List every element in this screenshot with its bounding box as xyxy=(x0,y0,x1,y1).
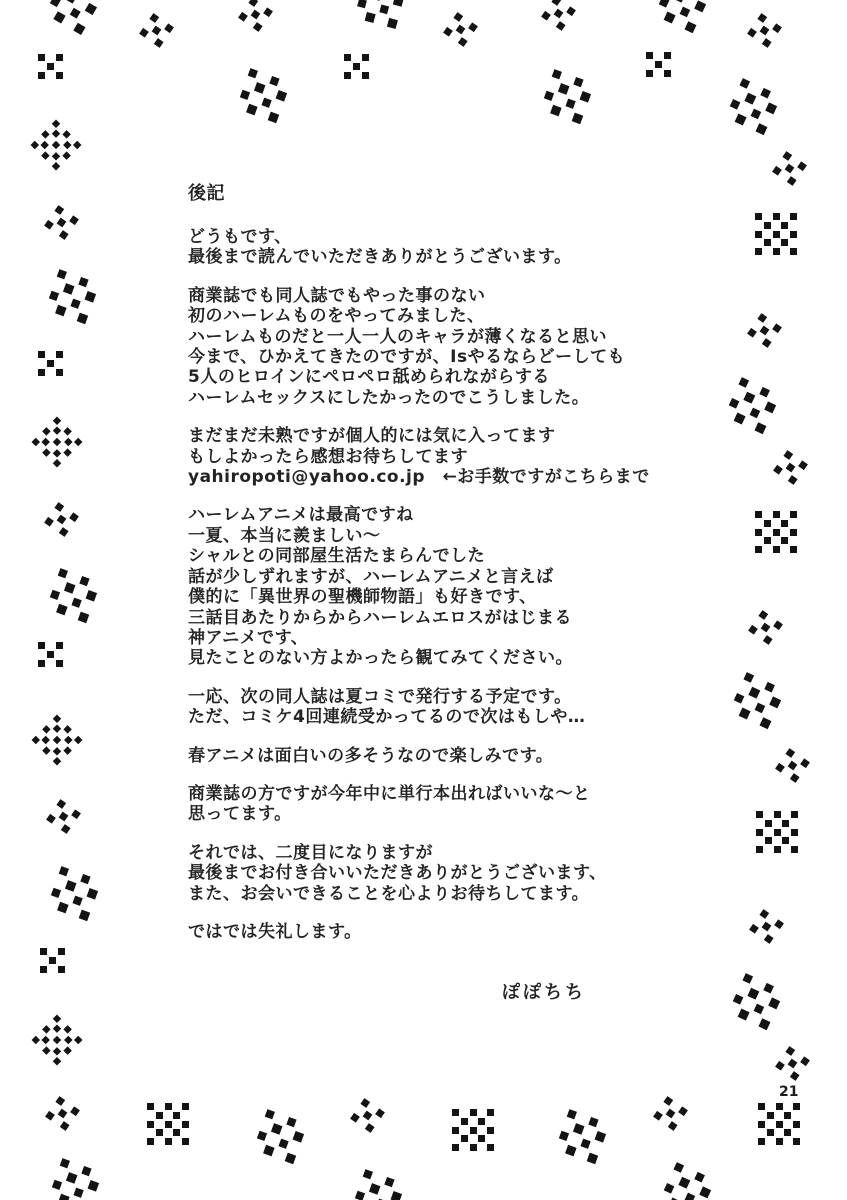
checker-pattern xyxy=(37,641,64,668)
checker-pattern xyxy=(745,311,783,349)
text-line: yahiropoti@yahoo.co.jp ←お手数ですがこちらまで xyxy=(188,467,650,488)
text-line: 思ってます。 xyxy=(188,804,292,825)
checker-pattern xyxy=(46,1156,105,1200)
page-title: 後記 xyxy=(188,183,225,204)
text-line: 5人のヒロインにペロペロ舐められながらする xyxy=(188,367,550,388)
checker-pattern xyxy=(146,1102,190,1146)
text-line: また、お会いできることを心よりお待ちしてます。 xyxy=(188,883,590,904)
text-line: 春アニメは面白いの多そうなので楽しみです。 xyxy=(188,745,554,766)
checker-pattern xyxy=(30,713,84,767)
checker-pattern xyxy=(349,1167,408,1200)
checker-pattern xyxy=(754,212,798,256)
checker-pattern xyxy=(773,746,811,784)
checker-pattern xyxy=(42,0,105,36)
checker-pattern xyxy=(343,53,370,80)
checker-pattern xyxy=(745,11,783,49)
checker-pattern xyxy=(538,67,597,126)
text-line: 商業誌の方ですが今年中に単行本出ればいいな～と xyxy=(188,783,591,804)
afterword-text-column xyxy=(188,183,728,1004)
checker-pattern xyxy=(37,53,64,80)
text-block xyxy=(188,286,728,408)
checker-pattern xyxy=(352,0,408,30)
checker-pattern xyxy=(721,374,782,435)
checker-pattern xyxy=(234,66,293,125)
checker-pattern xyxy=(771,448,809,486)
checker-pattern xyxy=(747,907,785,945)
text-line: 神アニメです、 xyxy=(188,627,309,648)
checker-pattern xyxy=(39,947,66,974)
checker-pattern xyxy=(37,350,64,377)
text-line: どうもです、 xyxy=(188,227,292,247)
checker-pattern xyxy=(773,1044,811,1082)
text-block xyxy=(188,505,728,668)
checker-pattern xyxy=(651,0,712,35)
checker-pattern xyxy=(656,1159,717,1200)
checker-pattern xyxy=(42,500,80,538)
checker-pattern xyxy=(251,1107,310,1166)
checker-pattern xyxy=(770,149,808,187)
checker-pattern xyxy=(726,669,787,730)
text-line: 三話目あたりからからハーレムエロスがはじまる xyxy=(188,607,572,628)
text-block xyxy=(188,687,728,728)
checker-pattern xyxy=(451,1108,495,1152)
text-block xyxy=(188,922,728,942)
checker-pattern xyxy=(29,118,83,172)
text-block xyxy=(188,784,728,825)
checker-pattern xyxy=(722,75,783,136)
checker-pattern xyxy=(236,0,274,33)
checker-pattern xyxy=(754,510,798,554)
text-line: 最後までお付き合いいただきありがとうございます、 xyxy=(188,863,607,884)
text-line: まだまだ未熟ですが個人的には気に入ってます xyxy=(188,426,556,447)
checker-pattern xyxy=(539,0,577,32)
afterword-body xyxy=(188,227,728,942)
checker-pattern xyxy=(30,1013,84,1067)
text-line: シャルとの同部屋生活たまらんでした xyxy=(188,546,486,567)
text-line: 僕的に「異世界の聖機師物語」も好きです、 xyxy=(188,587,537,608)
checker-pattern xyxy=(553,1107,612,1166)
page-number: 21 xyxy=(779,1084,799,1100)
text-line: 初のハーレムものをやってみました、 xyxy=(188,306,485,327)
text-line: 商業誌でも同人誌でもやった事のない xyxy=(188,285,486,306)
text-block xyxy=(188,227,728,268)
text-line: 話が少しずれますが、ハーレムアニメと言えば xyxy=(188,566,554,587)
checker-pattern xyxy=(757,1102,801,1146)
checker-pattern xyxy=(137,11,175,49)
text-line: 一夏、本当に羨ましい～ xyxy=(188,525,381,546)
text-block xyxy=(188,843,728,904)
checker-pattern xyxy=(441,10,479,48)
checker-pattern xyxy=(746,608,784,646)
checker-pattern xyxy=(43,1094,81,1132)
text-line: 一応、次の同人誌は夏コミで発行する予定です。 xyxy=(188,686,572,707)
checker-pattern xyxy=(348,1096,386,1134)
checker-pattern xyxy=(43,267,102,326)
text-line: 最後まで読んでいただきありがとうございます。 xyxy=(188,247,572,268)
checker-pattern xyxy=(44,566,103,625)
text-block xyxy=(188,746,728,766)
checker-pattern xyxy=(45,864,104,923)
text-line: ハーレムセックスにしたかったのでこうしました。 xyxy=(188,387,590,408)
checker-pattern xyxy=(651,1094,689,1132)
checker-pattern xyxy=(42,203,80,241)
text-line: 今まで、ひかえてきたのですが、Isやるならどーしても xyxy=(188,347,626,368)
text-line: ハーレムアニメは最高ですね xyxy=(188,505,414,526)
checker-pattern xyxy=(755,810,799,854)
checker-pattern xyxy=(645,51,672,78)
text-line: ではでは失礼します。 xyxy=(188,921,362,942)
checker-pattern xyxy=(725,970,786,1031)
text-line: ハーレムものだと一人一人のキャラが薄くなると思い xyxy=(188,326,607,347)
text-line: 見たことのない方よかったら観てみてください。 xyxy=(188,648,573,669)
text-line: もしよかったら感想お待ちしてます xyxy=(188,446,468,467)
author-signature: ぽぽちち xyxy=(502,982,586,1004)
text-line: それでは、二度目になりますが xyxy=(188,842,433,863)
text-line: ただ、コミケ4回連続受かってるので次はもしや… xyxy=(188,707,586,728)
text-block xyxy=(188,426,728,487)
checker-pattern xyxy=(44,797,82,835)
checker-pattern xyxy=(30,415,84,469)
